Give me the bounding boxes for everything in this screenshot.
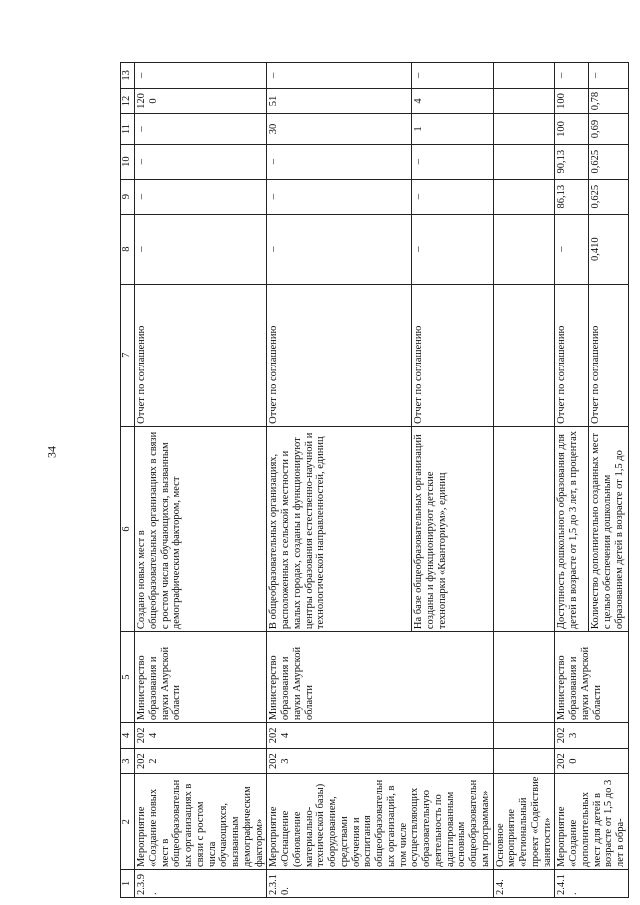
source: Отчет по соглашению <box>135 284 267 426</box>
empty-cell <box>493 144 555 179</box>
executor: Министерство образования и науки Амурской области <box>555 632 629 723</box>
value-cell: – <box>135 214 267 284</box>
header-cell: 10 <box>121 144 135 179</box>
header-cell: 12 <box>121 88 135 114</box>
value-cell: 0,78 <box>589 88 628 114</box>
end-year: 2023 <box>555 723 629 749</box>
header-cell: 2 <box>121 774 135 870</box>
value-cell: 100 <box>555 88 589 114</box>
value-cell: – <box>135 144 267 179</box>
page-number: 34 <box>44 446 59 458</box>
value-cell: 0,625 <box>589 179 628 214</box>
value-cell: – <box>412 63 493 89</box>
empty-cell <box>493 88 555 114</box>
value-cell: – <box>267 144 412 179</box>
indicator: Создано новых мест в общеобразовательных организациях в связи с ростом числа обучающихся, вызванным демографическим фактором, мест <box>135 426 267 631</box>
header-cell: 3 <box>121 748 135 774</box>
value-cell: – <box>267 214 412 284</box>
value-cell: 90,13 <box>555 144 589 179</box>
header-cell: 7 <box>121 284 135 426</box>
indicator: Доступность дошкольного образования для детей в возрасте от 1,5 до 3 лет, в процентах <box>555 426 589 631</box>
executor: Министерство образования и науки Амурской области <box>267 632 493 723</box>
measure-name: Мероприятие «Создание новых мест в общеобразовательных организациях в связи с ростом числа обучающихся, вызванным демографическим фактором» <box>135 774 267 870</box>
header-cell: 5 <box>121 632 135 723</box>
indicator: Количество дополнительно созданных мест с целью обеспечения дошкольным образованием детей в возрасте от 1,5 до <box>589 426 628 631</box>
measure-name: Основное мероприятие «Региональный проект «Содействие занятости» <box>493 774 555 870</box>
value-cell: – <box>555 214 589 284</box>
end-year: 2024 <box>267 723 493 749</box>
indicator: В общеобразовательных организациях, расположенных в сельской местности и малых городах, созданы и функционируют центры образования естественно-научной и технологической направленностей, единиц <box>267 426 412 631</box>
source: Отчет по соглашению <box>589 284 628 426</box>
header-row <box>121 63 135 898</box>
value-cell: – <box>135 114 267 144</box>
row-number: 2.3.10. <box>267 870 493 898</box>
empty-cell <box>493 284 555 426</box>
table-row <box>555 63 589 898</box>
source: Отчет по соглашению <box>267 284 412 426</box>
value-cell: 30 <box>267 114 412 144</box>
value-cell: 0,625 <box>589 144 628 179</box>
value-cell: 86,13 <box>555 179 589 214</box>
empty-cell <box>493 179 555 214</box>
empty-cell <box>493 63 555 89</box>
header-cell: 9 <box>121 179 135 214</box>
empty-cell <box>493 214 555 284</box>
value-cell: 1 <box>412 114 493 144</box>
value-cell: – <box>412 214 493 284</box>
value-cell: – <box>412 144 493 179</box>
header-cell: 6 <box>121 426 135 631</box>
value-cell: 1200 <box>135 88 267 114</box>
header-cell: 13 <box>121 63 135 89</box>
start-year: 2020 <box>555 748 629 774</box>
value-cell: – <box>589 63 628 89</box>
executor: Министерство образования и науки Амурской области <box>135 632 267 723</box>
value-cell: – <box>412 179 493 214</box>
end-year: 2024 <box>135 723 267 749</box>
value-cell: – <box>135 63 267 89</box>
value-cell: 100 <box>555 114 589 144</box>
start-year: 2023 <box>267 748 493 774</box>
measures-table <box>120 62 629 898</box>
empty-cell <box>493 114 555 144</box>
rotated-table-container <box>120 62 634 898</box>
empty-cell <box>493 632 555 723</box>
source: Отчет по соглашению <box>555 284 589 426</box>
value-cell: 4 <box>412 88 493 114</box>
value-cell: – <box>267 179 412 214</box>
header-cell: 8 <box>121 214 135 284</box>
header-cell: 11 <box>121 114 135 144</box>
row-number: 2.4.1. <box>555 870 629 898</box>
value-cell: 0,69 <box>589 114 628 144</box>
value-cell: 51 <box>267 88 412 114</box>
measure-name: Мероприятие «Оснащение (обновление материально-технической базы) оборудованием, средствами обучения и воспитания общеобразовательных организаций, в том числе осуществляющих образовательную деятельность по адаптированным основным общеобразовательным программам» <box>267 774 493 870</box>
empty-cell <box>493 723 555 749</box>
empty-cell <box>493 426 555 631</box>
empty-cell <box>493 748 555 774</box>
row-number: 2.3.9. <box>135 870 267 898</box>
row-number: 2.4. <box>493 870 555 898</box>
measure-name: Мероприятие «Создание дополнительных мест для детей в возрасте от 1,5 до 3 лет в обра- <box>555 774 629 870</box>
source: Отчет по соглашению <box>412 284 493 426</box>
table-row <box>493 63 555 898</box>
start-year: 2022 <box>135 748 267 774</box>
header-cell: 1 <box>121 870 135 898</box>
value-cell: – <box>135 179 267 214</box>
value-cell: – <box>267 63 412 89</box>
indicator: На базе общеобразовательных организаций созданы и функционируют детские технопарки «Кванториум», единиц <box>412 426 493 631</box>
table-row <box>267 63 412 898</box>
table-row <box>135 63 267 898</box>
value-cell: – <box>555 63 589 89</box>
value-cell: 0,410 <box>589 214 628 284</box>
header-cell: 4 <box>121 723 135 749</box>
